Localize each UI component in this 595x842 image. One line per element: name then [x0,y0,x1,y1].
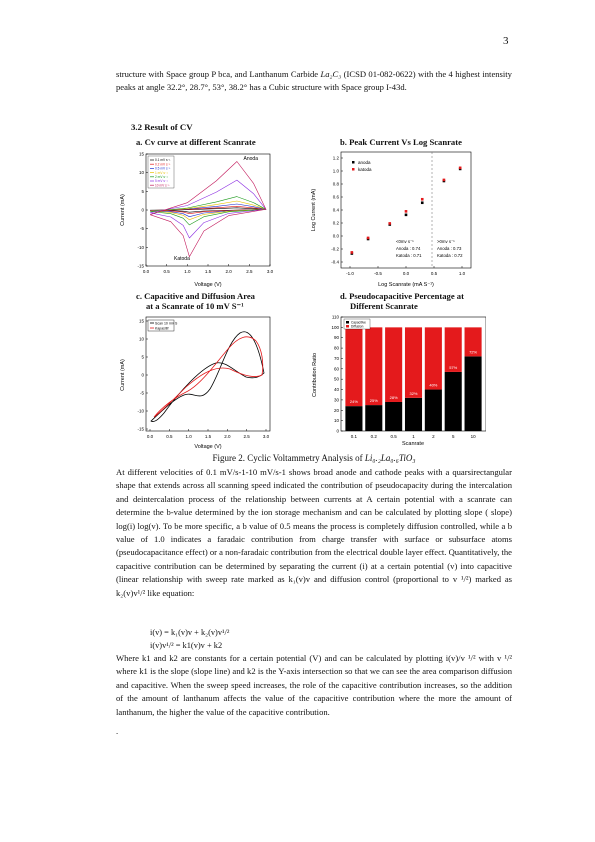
panel-d-caption-1: d. Pseudocapacitive Percentage at [340,291,464,301]
textbox-2-line-3: Katoda : 0.72 [437,253,463,258]
chart-c-xtick-label: 0.0 [146,434,154,439]
chart-a-xtick-label: 0.0 [142,269,150,274]
chart-a-xtick-label: 1.0 [184,269,191,274]
chart-b-xlabel: Log Scanrate (mA S⁻¹) [378,282,434,288]
chart-a-legend-label: 0.1 mV s⁻¹ [155,158,171,163]
chart-b-ytick-label: 1.0 [332,168,339,174]
chart-b-ytick-label: 0.0 [332,233,339,239]
chart-a-katoda-label: Katoda [174,256,190,262]
chart-c-xtick-label: 2.0 [224,434,231,439]
chart-a-legend-label: 0.5 mV s⁻¹ [155,166,171,171]
chart-d-bar-label: 32% [409,390,418,396]
chart-c-xlabel: Voltage (V) [194,444,222,450]
chart-a-xtick-label: 2.0 [225,269,232,274]
chart-b-point-katoda [388,222,391,225]
chart-d-bar-capacitive [425,390,442,431]
chart-d-bar-capacitive [465,356,482,431]
chart-b-ytick-label: 0.2 [332,220,339,226]
chart-a-xtick-label: 2.5 [246,269,253,274]
chart-a-ytick-label: 0 [141,207,144,213]
chart-a-ytick-label: -5 [139,226,144,232]
chart-d-ytick-label: 20 [333,407,339,413]
chart-a-ylabel: Current (mA) [120,194,126,226]
chart-d-bar-diffusion [365,327,382,405]
chart-d-bar-capacitive [365,405,382,431]
chart-a-ytick-label: -10 [137,244,144,250]
textbox-1-line-2: Anoda : 0.74 [396,246,421,251]
intro-paragraph [116,68,512,95]
chart-a-ytick-label: -15 [137,263,144,269]
chart-b [306,148,481,290]
chart-c-ytick-label: -5 [139,390,144,396]
body-paragraph-2: At different velocities of 0.1 mV/s-1-10 mV/s-1 shows broad anode and cathode peaks with a quarsirectangular shape that extends across all scanning speed indicated the contribution of pseudocapacity during the intercalation and deintercalation process of the relationship between currents at A certain potential with a scanrate can determine the b-value determined by the ion storage mechanism and can be calculated by plotting slope ( slope) log(i) log(v). To be more specific, a b value of 0.5 means the process is completely diffusion controlled, while a b value of 1.0 indicates a faradaic contribution from charge transfer with surface or subsurface atoms (pseudocapacitance effect) or a non-faradaic contribution from the electrical double layer effect. Quantitatively, the capacitive contribution can be determined by separating the current (i) at a certain potential (v) into capacitive (linear relationship with sweep rate marked as k₁(v)v and diffusion control (proportional to v ¹/²) marked as k₂(v)v¹/² like equation: [116,467,512,598]
chart-c-ytick-label: 10 [138,336,144,342]
body-paragraph-3: Where k1 and k2 are constants for a certain potential (V) and can be calculated by plotting i(v)/v ¹/² with v ¹/² where k1 is the slope (slope line) and k2 is the Y-axis intersection so that we can see the area comparison diffusion and capacitive. When the sweep speed increases, the role of the capacitive contribution increases, so the addition of the amount of lanthanum affects the value of the capacitive contribution where the more the amount of lanthanum, the higher the value of the capacitive contribution. [116,653,512,717]
figure-caption [116,453,512,463]
chart-d-xtick-label: 0.2 [370,434,377,439]
chart-d-ylabel: Contribution Ratio [312,352,318,398]
chart-d-bar-diffusion [385,327,402,402]
chart-b-xtick-label: -0.5 [374,271,382,276]
chart-a-legend-label: 2 mV s⁻¹ [155,175,168,179]
chart-c-ytick-label: 0 [141,372,144,378]
legend-capacitive-swatch [346,321,349,324]
chart-d-bar-capacitive [345,406,362,431]
chart-d-bar-capacitive [405,398,422,431]
chart-b-textbox-1 [396,239,422,258]
chart-b-ytick-label: 0.6 [332,194,339,200]
legend-total-label: Scan 10 mV S [155,321,178,326]
chart-c-xtick-label: 2.5 [243,434,250,439]
chart-c-frame [146,317,270,431]
chart-c-total-curve [151,332,264,422]
trailing-mark: . [116,726,119,736]
intro-formula: La₂C₃ [320,69,342,79]
chart-d-xlabel: Scanrate [401,441,425,447]
chart-d-bar-diffusion [425,327,442,389]
chart-a-legend-label: 5 mV s⁻¹ [155,179,168,184]
chart-b-ytick-label: -0.4 [331,259,339,265]
chart-b-ylabel: Log Current (mA) [311,188,317,232]
chart-a-legend-label: 0.2 mV s⁻¹ [155,162,171,167]
chart-a-ytick-label: 10 [138,170,144,176]
chart-d-ytick-label: 80 [333,345,339,351]
chart-d-xtick-label: 2 [432,434,435,439]
chart-d-bar-label: 57% [449,364,458,370]
chart-a-anoda-label: Anoda [243,156,258,162]
panel-b-caption: b. Peak Current Vs Log Scanrate [340,137,462,147]
chart-d-xtick-label: 0.5 [390,434,397,439]
chart-d-bar-capacitive [445,372,462,431]
chart-d-ytick-label: 110 [331,314,339,320]
chart-d-legend [344,319,370,329]
panel-c-caption-2: at a Scanrate of 10 mV S⁻¹ [146,301,244,311]
section-title: 3.2 Result of CV [131,122,193,132]
chart-b-ytick-label: 1.2 [332,155,339,161]
chart-b-legend [352,160,372,172]
chart-d-ytick-label: 70 [333,355,339,361]
chart-b-xtick-label: 0.0 [402,271,410,276]
chart-b-ytick-label: -0.2 [331,246,339,252]
panel-a-caption: a. Cv curve at different Scanrate [136,137,256,147]
chart-d-xtick-label: 10 [470,434,476,439]
panel-c-caption-1: c. Capacitive and Diffusion Area [136,291,255,301]
chart-b-point-katoda [405,210,408,213]
chart-d-bar-label: 25% [369,398,378,404]
textbox-1-line-1: <0mv s⁻¹ [396,239,414,244]
textbox-1-line-3: Katoda : 0.71 [396,253,422,258]
chart-b-ytick-label: 0.8 [332,181,339,187]
legend-katoda-marker [352,168,355,171]
textbox-2-line-2: Anoda : 0.73 [437,246,462,251]
chart-a-xtick-label: 3.0 [266,269,274,274]
chart-b-point-anoda [421,201,424,204]
chart-d-ytick-label: 90 [333,335,339,341]
chart-d-xtick-label: 5 [451,434,455,439]
chart-a [116,148,276,290]
chart-d-bar-label: 40% [429,382,438,388]
chart-b-ytick-label: 0.4 [332,207,339,213]
chart-b-point-katoda [421,198,424,201]
chart-c-ylabel: Current (mA) [120,359,126,391]
chart-d-ytick-label: 30 [333,397,339,403]
figure-caption-formula: Li₀.₂La₀.₆TiO₃ [364,453,416,463]
legend-anoda-marker [352,161,355,164]
chart-a-ytick-label: 15 [138,151,144,157]
equation-2: i(v)v¹/² = k1(v)v + k2 [150,641,223,650]
legend-anoda-label: anoda [358,160,371,165]
chart-d-ytick-label: 50 [333,376,339,382]
chart-d-bar-label: 24% [349,399,358,405]
chart-b-point-anoda [405,214,408,217]
chart-d-ytick-label: 40 [333,387,339,393]
chart-d-ytick-label: 0 [336,428,339,434]
chart-d-bar-label: 72% [469,349,478,355]
chart-b-xtick-label: 0.5 [430,271,438,276]
figure-caption-text: Figure 2. Cyclic Voltammetry Analysis of [212,453,365,463]
chart-d-ytick-label: 10 [333,418,339,424]
chart-b-textbox-2 [437,239,463,258]
panel-d-caption-2: Different Scanrate [350,301,418,311]
chart-d-bar-capacitive [385,402,402,431]
chart-b-point-katoda [459,167,462,170]
chart-d-xtick-label: 1 [412,434,415,439]
legend-diffusion-swatch [346,325,349,328]
chart-c-ytick-label: 5 [141,354,144,360]
chart-a-xtick-label: 0.5 [163,269,170,274]
chart-d-bar-diffusion [405,327,422,397]
legend-katoda-label: katoda [358,167,372,172]
chart-d-ytick-label: 100 [331,324,339,330]
equation-1: i(v) = k₁(v)v + k₂(v)v¹/² [150,628,230,637]
intro-text-b: (ICSD 01-082-0622) with the 4 highest intensity peaks at angle 32.2°, 28.7°, 53°, 38.2° has a Cubic structure with Space group I-43d. [116,69,512,93]
chart-a-xtick-label: 1.5 [204,269,212,274]
chart-b-point-katoda [367,237,370,240]
chart-a-legend-label: 1 mV s⁻¹ [155,170,168,175]
chart-c-legend [148,320,178,331]
legend-capacitive-label: Kapasitif [155,326,169,331]
chart-c-ytick-label: -10 [137,408,144,414]
chart-c-xtick-label: 3.0 [262,434,270,439]
chart-b-xtick-label: 1.0 [458,271,466,276]
chart-b-point-katoda [351,251,354,254]
legend-diffusion-label: Diffusion [351,324,364,329]
page-number: 3 [503,35,509,47]
chart-d [306,313,486,453]
chart-a-ytick-label: 5 [141,188,144,194]
chart-b-xtick-label: -1.0 [346,271,354,276]
chart-b-point-katoda [443,179,446,182]
intro-text-a: structure with Space group P bca, and Lanthanum Carbide [116,69,321,79]
chart-c-xtick-label: 0.5 [166,434,173,439]
legend-capacitive-label: Capacitive [351,320,366,325]
chart-c-ytick-label: -15 [137,426,144,432]
chart-c-xtick-label: 1.0 [185,434,192,439]
chart-d-ytick-label: 60 [333,366,339,372]
chart-d-bar-label: 28% [389,394,398,400]
chart-a-legend-label: 10 mV s⁻¹ [155,183,170,188]
chart-c [116,313,276,453]
chart-c-xtick-label: 1.5 [204,434,212,439]
chart-d-xtick-label: 0.1 [350,434,358,439]
textbox-2-line-1: >0mv s⁻¹ [437,239,455,244]
chart-a-xlabel: Voltage (V) [194,282,222,288]
chart-c-ytick-label: 15 [138,318,144,324]
